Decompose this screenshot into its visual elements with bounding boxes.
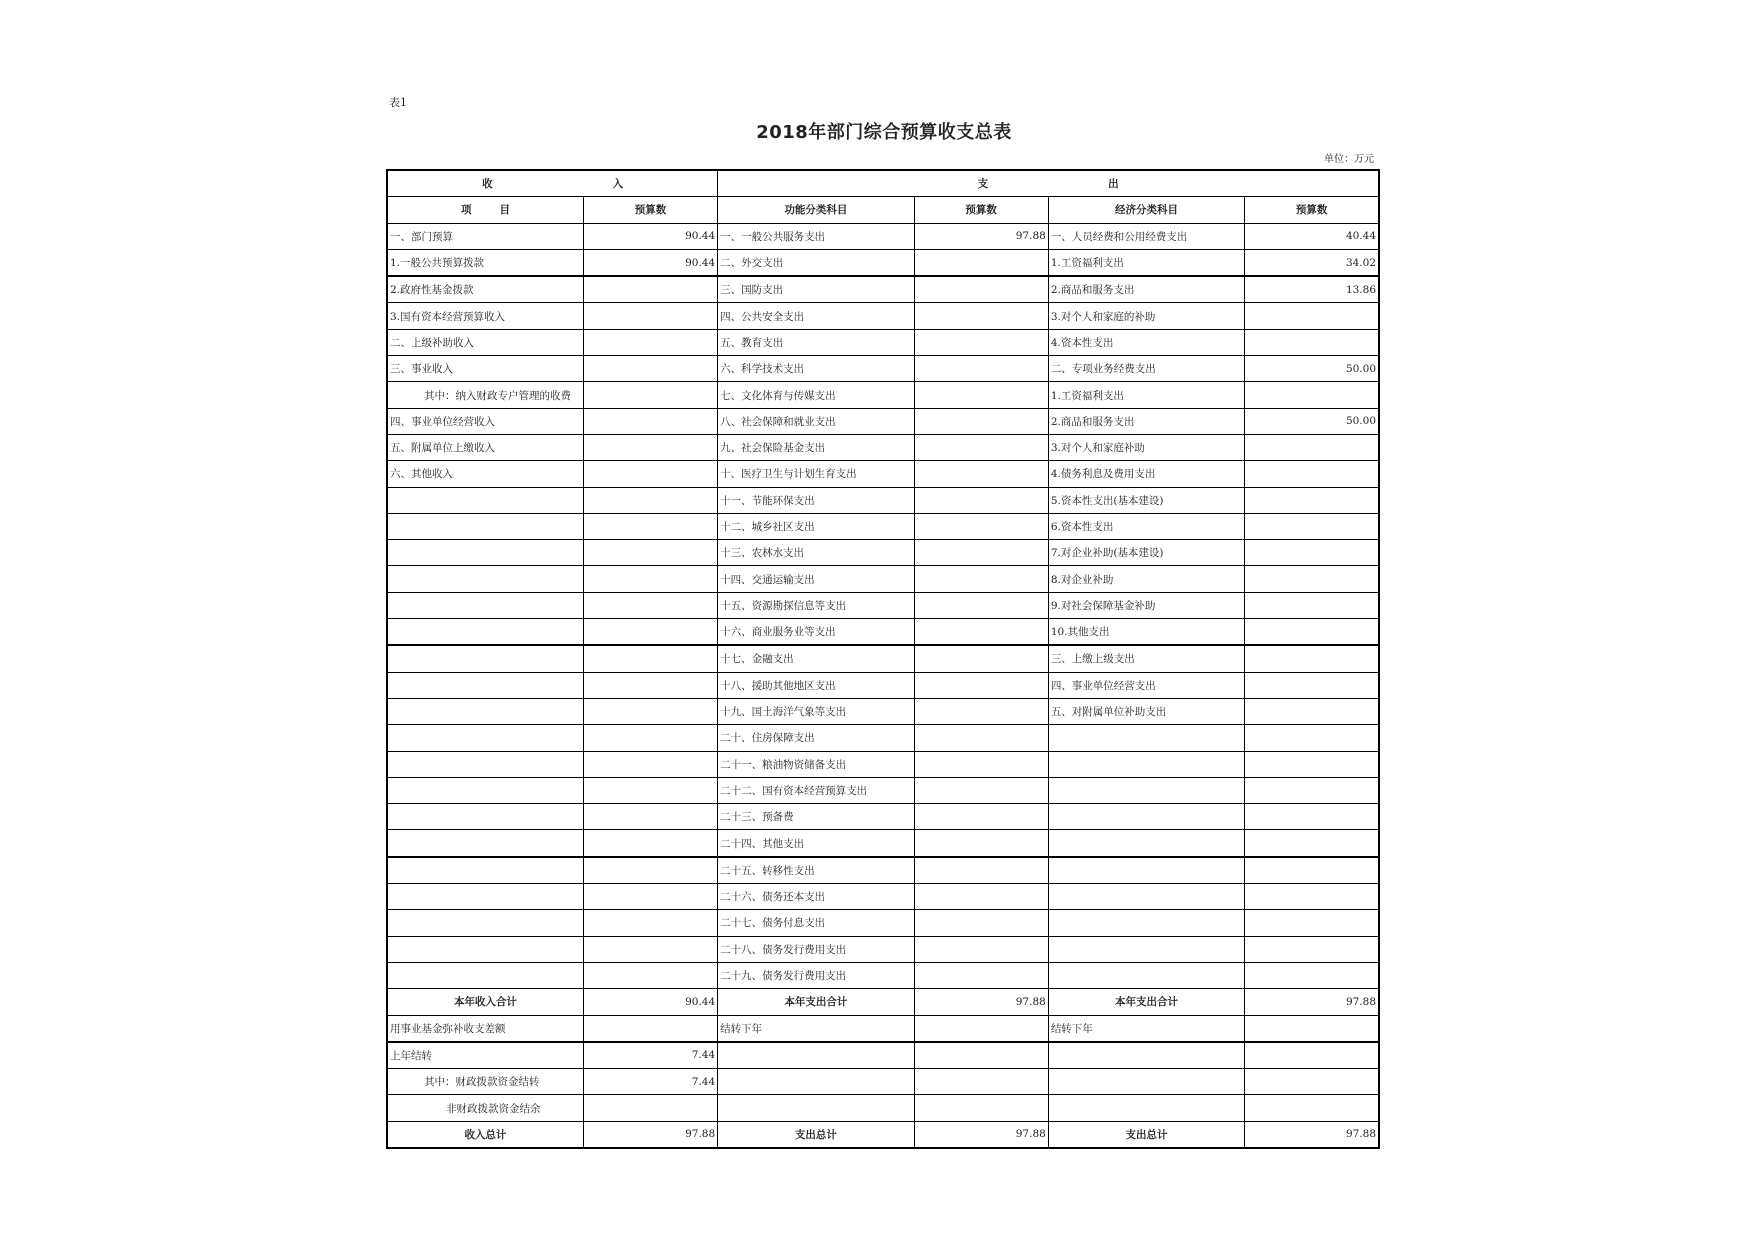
function-item-cell: 五、教育支出 — [718, 329, 914, 355]
column-header-row — [387, 197, 1379, 223]
income-item-cell — [387, 698, 583, 724]
expense-section-header: 支 出 — [718, 170, 1379, 197]
function-value-cell — [914, 329, 1048, 355]
economic-value-cell — [1245, 566, 1379, 592]
table-row — [387, 408, 1379, 434]
function-value-cell — [914, 936, 1048, 962]
economic-item-cell: 2.商品和服务支出 — [1048, 276, 1244, 303]
function-value-cell — [914, 804, 1048, 830]
economic-value-cell — [1245, 777, 1379, 803]
economic-value-cell — [1245, 303, 1379, 329]
function-item-cell: 九、社会保险基金支出 — [718, 434, 914, 460]
income-value-cell — [583, 1015, 717, 1042]
income-value-cell — [583, 592, 717, 618]
table-row — [387, 276, 1379, 303]
economic-value-cell — [1245, 962, 1379, 988]
economic-value-cell — [1245, 434, 1379, 460]
economic-value-cell: 97.88 — [1245, 989, 1379, 1015]
function-value-cell — [914, 1015, 1048, 1042]
economic-item-cell — [1048, 751, 1244, 777]
function-value-cell — [914, 857, 1048, 884]
page-title: 2018年部门综合预算收支总表 — [756, 122, 1012, 143]
economic-item-cell — [1048, 857, 1244, 884]
income-item-cell: 一、部门预算 — [387, 223, 583, 249]
table-row — [387, 513, 1379, 539]
function-value-cell — [914, 962, 1048, 988]
table-row — [387, 329, 1379, 355]
income-item-cell: 其中：财政拨款资金结转 — [387, 1069, 583, 1095]
income-item-cell — [387, 619, 583, 646]
function-value-cell — [914, 1095, 1048, 1121]
function-item-cell: 二十四、其他支出 — [718, 830, 914, 857]
table-row — [387, 1042, 1379, 1069]
income-item-cell — [387, 830, 583, 857]
function-value-cell — [914, 777, 1048, 803]
function-item-cell: 结转下年 — [718, 1015, 914, 1042]
economic-item-cell — [1048, 1069, 1244, 1095]
income-value-cell — [583, 487, 717, 513]
income-item-cell: 二、上级补助收入 — [387, 329, 583, 355]
income-item-cell — [387, 513, 583, 539]
function-item-cell: 三、国防支出 — [718, 276, 914, 303]
economic-item-cell — [1048, 936, 1244, 962]
income-item-cell — [387, 857, 583, 884]
function-item-cell: 十七、金融支出 — [718, 645, 914, 672]
function-item-cell — [718, 1042, 914, 1069]
function-value-cell — [914, 408, 1048, 434]
income-value-cell — [583, 408, 717, 434]
function-value-cell: 97.88 — [914, 1121, 1048, 1148]
table-number: 表1 — [389, 96, 407, 109]
economic-item-cell — [1048, 884, 1244, 910]
economic-item-cell: 本年支出合计 — [1048, 989, 1244, 1015]
function-value-cell — [914, 566, 1048, 592]
income-value-cell — [583, 356, 717, 382]
table-row — [387, 1069, 1379, 1095]
table-row — [387, 1095, 1379, 1121]
function-value-cell — [914, 830, 1048, 857]
income-value-cell — [583, 645, 717, 672]
function-item-cell: 支出总计 — [718, 1121, 914, 1148]
income-value-cell — [583, 698, 717, 724]
economic-value-cell — [1245, 830, 1379, 857]
income-value-cell — [583, 540, 717, 566]
function-item-cell: 十二、城乡社区支出 — [718, 513, 914, 539]
table-row — [387, 249, 1379, 276]
economic-item-cell: 四、事业单位经营支出 — [1048, 672, 1244, 698]
table-row — [387, 830, 1379, 857]
table-row — [387, 487, 1379, 513]
economic-item-cell: 二、专项业务经费支出 — [1048, 356, 1244, 382]
function-item-cell: 十八、援助其他地区支出 — [718, 672, 914, 698]
table-row — [387, 725, 1379, 751]
budget-summary-table — [386, 169, 1380, 1149]
income-value-cell — [583, 566, 717, 592]
income-item-cell: 用事业基金弥补收支差额 — [387, 1015, 583, 1042]
economic-item-cell — [1048, 777, 1244, 803]
economic-value-cell — [1245, 804, 1379, 830]
income-value-cell: 7.44 — [583, 1069, 717, 1095]
income-item-cell: 2.政府性基金拨款 — [387, 276, 583, 303]
table-row — [387, 592, 1379, 618]
income-value-cell — [583, 672, 717, 698]
income-value-cell — [583, 777, 717, 803]
table-row — [387, 884, 1379, 910]
income-value-cell — [583, 804, 717, 830]
table-row — [387, 989, 1379, 1015]
economic-value-cell: 13.86 — [1245, 276, 1379, 303]
economic-value-cell — [1245, 645, 1379, 672]
function-value-cell: 97.88 — [914, 989, 1048, 1015]
table-row — [387, 382, 1379, 408]
income-item-cell: 非财政拨款资金结余 — [387, 1095, 583, 1121]
table-row — [387, 645, 1379, 672]
economic-item-cell: 4.资本性支出 — [1048, 329, 1244, 355]
function-value-cell — [914, 1042, 1048, 1069]
function-value-cell — [914, 619, 1048, 646]
economic-item-cell: 8.对企业补助 — [1048, 566, 1244, 592]
function-value-cell — [914, 884, 1048, 910]
economic-item-cell: 7.对企业补助(基本建设) — [1048, 540, 1244, 566]
function-value-cell — [914, 910, 1048, 936]
economic-value-cell — [1245, 884, 1379, 910]
function-value-cell — [914, 356, 1048, 382]
function-value-cell — [914, 592, 1048, 618]
function-item-cell: 二十五、转移性支出 — [718, 857, 914, 884]
income-item-cell — [387, 962, 583, 988]
economic-item-cell — [1048, 910, 1244, 936]
income-item-cell: 三、事业收入 — [387, 356, 583, 382]
income-value-cell — [583, 1095, 717, 1121]
function-value-cell — [914, 434, 1048, 460]
income-value-cell — [583, 619, 717, 646]
function-value-cell — [914, 487, 1048, 513]
economic-item-cell: 支出总计 — [1048, 1121, 1244, 1148]
income-value-cell — [583, 461, 717, 487]
economic-item-cell: 一、人员经费和公用经费支出 — [1048, 223, 1244, 249]
function-value-cell — [914, 645, 1048, 672]
table-row — [387, 434, 1379, 460]
economic-value-cell — [1245, 1042, 1379, 1069]
function-item-cell — [718, 1095, 914, 1121]
economic-item-header: 经济分类科目 — [1048, 197, 1244, 223]
income-value-cell — [583, 857, 717, 884]
income-value-cell: 97.88 — [583, 1121, 717, 1148]
function-item-cell: 二十七、债务付息支出 — [718, 910, 914, 936]
income-value-cell: 90.44 — [583, 249, 717, 276]
economic-value-cell — [1245, 910, 1379, 936]
function-item-cell: 二十二、国有资本经营预算支出 — [718, 777, 914, 803]
table-row — [387, 1015, 1379, 1042]
income-value-cell — [583, 276, 717, 303]
economic-item-cell: 2.商品和服务支出 — [1048, 408, 1244, 434]
income-item-cell: 1.一般公共预算拨款 — [387, 249, 583, 276]
income-item-cell: 六、其他收入 — [387, 461, 583, 487]
income-value-cell — [583, 382, 717, 408]
table-row — [387, 751, 1379, 777]
income-budget-header: 预算数 — [583, 197, 717, 223]
income-item-cell — [387, 884, 583, 910]
income-item-cell — [387, 910, 583, 936]
table-row — [387, 672, 1379, 698]
economic-value-cell — [1245, 461, 1379, 487]
function-budget-header: 预算数 — [914, 197, 1048, 223]
economic-value-cell — [1245, 487, 1379, 513]
table-row — [387, 1121, 1379, 1148]
function-item-cell: 二十六、债务还本支出 — [718, 884, 914, 910]
income-item-cell — [387, 751, 583, 777]
economic-item-cell: 五、对附属单位补助支出 — [1048, 698, 1244, 724]
table-row — [387, 936, 1379, 962]
economic-value-cell — [1245, 751, 1379, 777]
function-value-cell: 97.88 — [914, 223, 1048, 249]
function-value-cell — [914, 751, 1048, 777]
income-value-cell: 7.44 — [583, 1042, 717, 1069]
economic-item-cell — [1048, 725, 1244, 751]
function-item-cell: 本年支出合计 — [718, 989, 914, 1015]
income-item-cell: 3.国有资本经营预算收入 — [387, 303, 583, 329]
function-value-cell — [914, 249, 1048, 276]
economic-item-cell — [1048, 962, 1244, 988]
income-item-cell — [387, 487, 583, 513]
function-item-cell: 四、公共安全支出 — [718, 303, 914, 329]
income-value-cell — [583, 936, 717, 962]
table-row — [387, 777, 1379, 803]
function-value-cell — [914, 698, 1048, 724]
function-item-cell: 八、社会保障和就业支出 — [718, 408, 914, 434]
economic-value-cell — [1245, 936, 1379, 962]
income-value-cell — [583, 962, 717, 988]
economic-value-cell — [1245, 382, 1379, 408]
function-item-cell: 二十、住房保障支出 — [718, 725, 914, 751]
economic-item-cell: 3.对个人和家庭的补助 — [1048, 303, 1244, 329]
function-value-cell — [914, 276, 1048, 303]
economic-item-cell — [1048, 1095, 1244, 1121]
income-item-cell: 五、附属单位上缴收入 — [387, 434, 583, 460]
income-item-header: 项 目 — [387, 197, 583, 223]
function-item-cell: 六、科学技术支出 — [718, 356, 914, 382]
table-row — [387, 223, 1379, 249]
economic-item-cell: 4.债务利息及费用支出 — [1048, 461, 1244, 487]
economic-value-cell: 50.00 — [1245, 408, 1379, 434]
function-item-header: 功能分类科目 — [718, 197, 914, 223]
function-item-cell: 十九、国土海洋气象等支出 — [718, 698, 914, 724]
table-row — [387, 910, 1379, 936]
table-row — [387, 461, 1379, 487]
function-value-cell — [914, 513, 1048, 539]
economic-value-cell — [1245, 592, 1379, 618]
function-item-cell: 二、外交支出 — [718, 249, 914, 276]
economic-item-cell: 10.其他支出 — [1048, 619, 1244, 646]
section-header-row — [387, 170, 1379, 197]
income-item-cell — [387, 777, 583, 803]
function-item-cell: 七、文化体育与传媒支出 — [718, 382, 914, 408]
income-item-cell — [387, 725, 583, 751]
economic-item-cell: 3.对个人和家庭补助 — [1048, 434, 1244, 460]
function-item-cell: 十三、农林水支出 — [718, 540, 914, 566]
economic-item-cell: 结转下年 — [1048, 1015, 1244, 1042]
income-item-cell — [387, 592, 583, 618]
income-item-cell — [387, 540, 583, 566]
economic-value-cell — [1245, 540, 1379, 566]
income-value-cell — [583, 434, 717, 460]
table-row — [387, 566, 1379, 592]
income-item-cell — [387, 645, 583, 672]
economic-value-cell — [1245, 725, 1379, 751]
economic-value-cell: 34.02 — [1245, 249, 1379, 276]
economic-value-cell — [1245, 619, 1379, 646]
function-item-cell: 十五、资源勘探信息等支出 — [718, 592, 914, 618]
function-item-cell — [718, 1069, 914, 1095]
income-item-cell: 本年收入合计 — [387, 989, 583, 1015]
economic-value-cell: 50.00 — [1245, 356, 1379, 382]
economic-value-cell — [1245, 513, 1379, 539]
economic-budget-header: 预算数 — [1245, 197, 1379, 223]
economic-value-cell — [1245, 698, 1379, 724]
function-item-cell: 二十一、粮油物资储备支出 — [718, 751, 914, 777]
income-value-cell — [583, 329, 717, 355]
economic-item-cell: 1.工资福利支出 — [1048, 249, 1244, 276]
income-section-header: 收 入 — [387, 170, 718, 197]
economic-item-cell: 5.资本性支出(基本建设) — [1048, 487, 1244, 513]
economic-value-cell — [1245, 1015, 1379, 1042]
income-item-cell: 四、事业单位经营收入 — [387, 408, 583, 434]
economic-value-cell — [1245, 1069, 1379, 1095]
function-value-cell — [914, 461, 1048, 487]
economic-value-cell: 40.44 — [1245, 223, 1379, 249]
function-item-cell: 一、一般公共服务支出 — [718, 223, 914, 249]
function-item-cell: 十一、节能环保支出 — [718, 487, 914, 513]
unit-label: 单位：万元 — [1324, 154, 1374, 165]
function-value-cell — [914, 540, 1048, 566]
table-row — [387, 356, 1379, 382]
function-item-cell: 二十八、债务发行费用支出 — [718, 936, 914, 962]
income-item-cell: 其中：纳入财政专户管理的收费 — [387, 382, 583, 408]
economic-item-cell — [1048, 830, 1244, 857]
income-item-cell — [387, 804, 583, 830]
economic-item-cell: 1.工资福利支出 — [1048, 382, 1244, 408]
function-value-cell — [914, 1069, 1048, 1095]
table-row — [387, 540, 1379, 566]
income-item-cell — [387, 566, 583, 592]
economic-item-cell — [1048, 1042, 1244, 1069]
table-row — [387, 698, 1379, 724]
function-item-cell: 十、医疗卫生与计划生育支出 — [718, 461, 914, 487]
function-item-cell: 二十三、预备费 — [718, 804, 914, 830]
function-item-cell: 十六、商业服务业等支出 — [718, 619, 914, 646]
income-value-cell — [583, 830, 717, 857]
income-item-cell — [387, 672, 583, 698]
income-value-cell — [583, 513, 717, 539]
table-row — [387, 303, 1379, 329]
income-value-cell: 90.44 — [583, 989, 717, 1015]
economic-item-cell: 6.资本性支出 — [1048, 513, 1244, 539]
economic-value-cell — [1245, 672, 1379, 698]
table-row — [387, 804, 1379, 830]
income-item-cell — [387, 936, 583, 962]
income-value-cell — [583, 725, 717, 751]
income-value-cell: 90.44 — [583, 223, 717, 249]
table-row — [387, 962, 1379, 988]
income-value-cell — [583, 751, 717, 777]
economic-value-cell — [1245, 857, 1379, 884]
table-row — [387, 857, 1379, 884]
table-row — [387, 619, 1379, 646]
economic-value-cell — [1245, 329, 1379, 355]
function-value-cell — [914, 382, 1048, 408]
function-value-cell — [914, 672, 1048, 698]
income-item-cell: 上年结转 — [387, 1042, 583, 1069]
economic-value-cell — [1245, 1095, 1379, 1121]
income-item-cell: 收入总计 — [387, 1121, 583, 1148]
economic-item-cell: 9.对社会保障基金补助 — [1048, 592, 1244, 618]
economic-item-cell — [1048, 804, 1244, 830]
income-value-cell — [583, 884, 717, 910]
economic-item-cell: 三、上缴上级支出 — [1048, 645, 1244, 672]
function-value-cell — [914, 303, 1048, 329]
income-value-cell — [583, 910, 717, 936]
function-item-cell: 十四、交通运输支出 — [718, 566, 914, 592]
income-value-cell — [583, 303, 717, 329]
function-item-cell: 二十九、债务发行费用支出 — [718, 962, 914, 988]
function-value-cell — [914, 725, 1048, 751]
economic-value-cell: 97.88 — [1245, 1121, 1379, 1148]
